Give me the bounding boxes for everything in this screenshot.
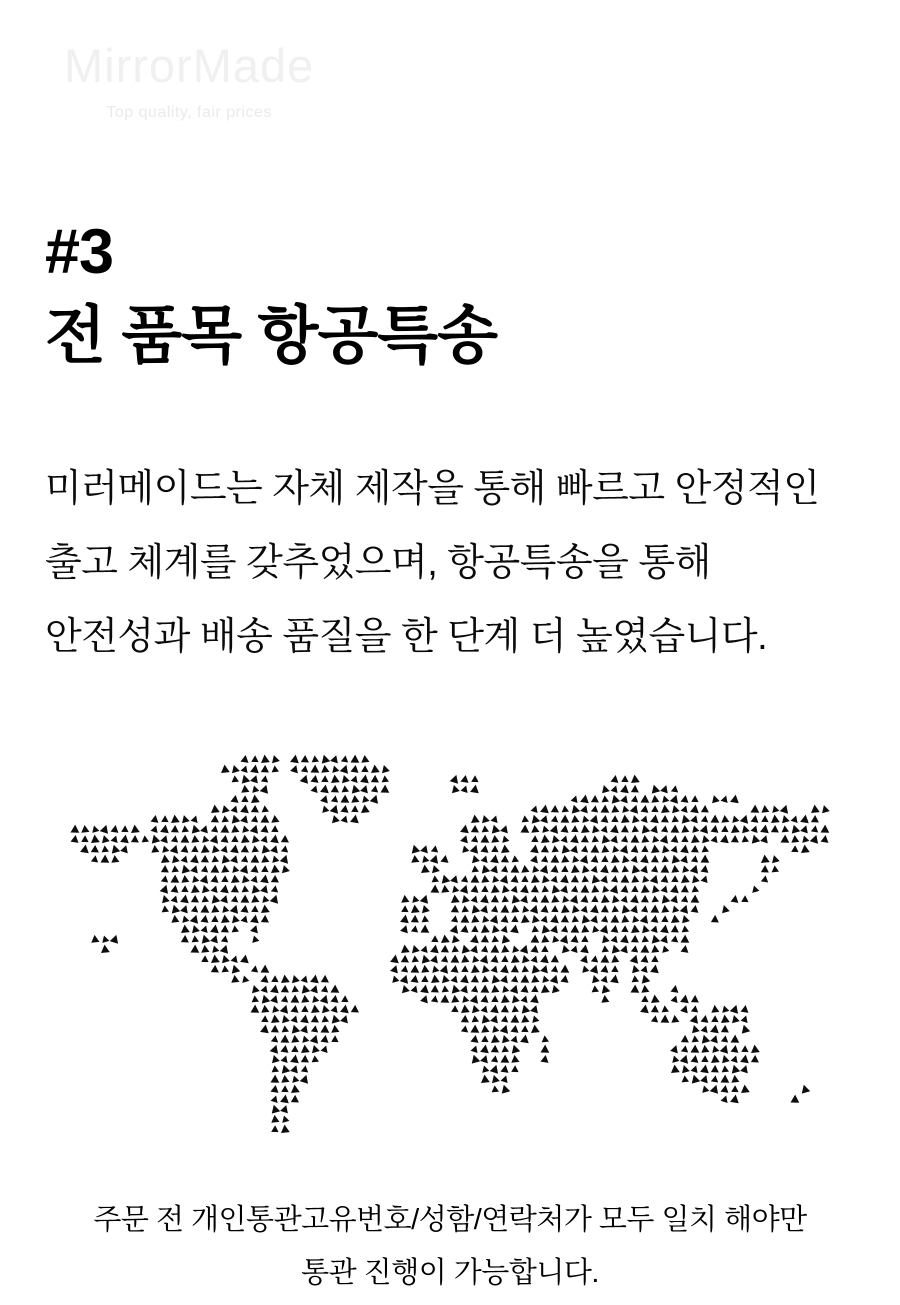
section-number: #3 <box>45 217 114 287</box>
section-heading <box>45 210 497 378</box>
brand-tagline: Top quality, fair prices <box>106 103 272 121</box>
customs-notice-line-2: 통관 진행이 가능합니다. <box>301 1257 599 1289</box>
description-paragraph <box>45 452 885 674</box>
world-map-dotted-svg <box>70 754 830 1134</box>
brand-watermark <box>64 40 314 122</box>
customs-notice-line-1: 주문 전 개인통관고유번호/성함/연락처가 모두 일치 해야만 <box>93 1204 807 1236</box>
brand-logo-text: MirrorMade <box>64 39 315 92</box>
description-line-2: 출고 체계를 갖추었으며, 항공특송을 통해 <box>45 542 711 584</box>
description-line-1: 미러메이드는 자체 제작을 통해 빠르고 안정적인 <box>45 468 820 510</box>
section-title: 전 품목 항공특송 <box>45 301 498 371</box>
world-map <box>70 754 830 1139</box>
description-line-3: 안전성과 배송 품질을 한 단계 더 높였습니다. <box>45 616 768 658</box>
customs-notice <box>0 1194 900 1300</box>
